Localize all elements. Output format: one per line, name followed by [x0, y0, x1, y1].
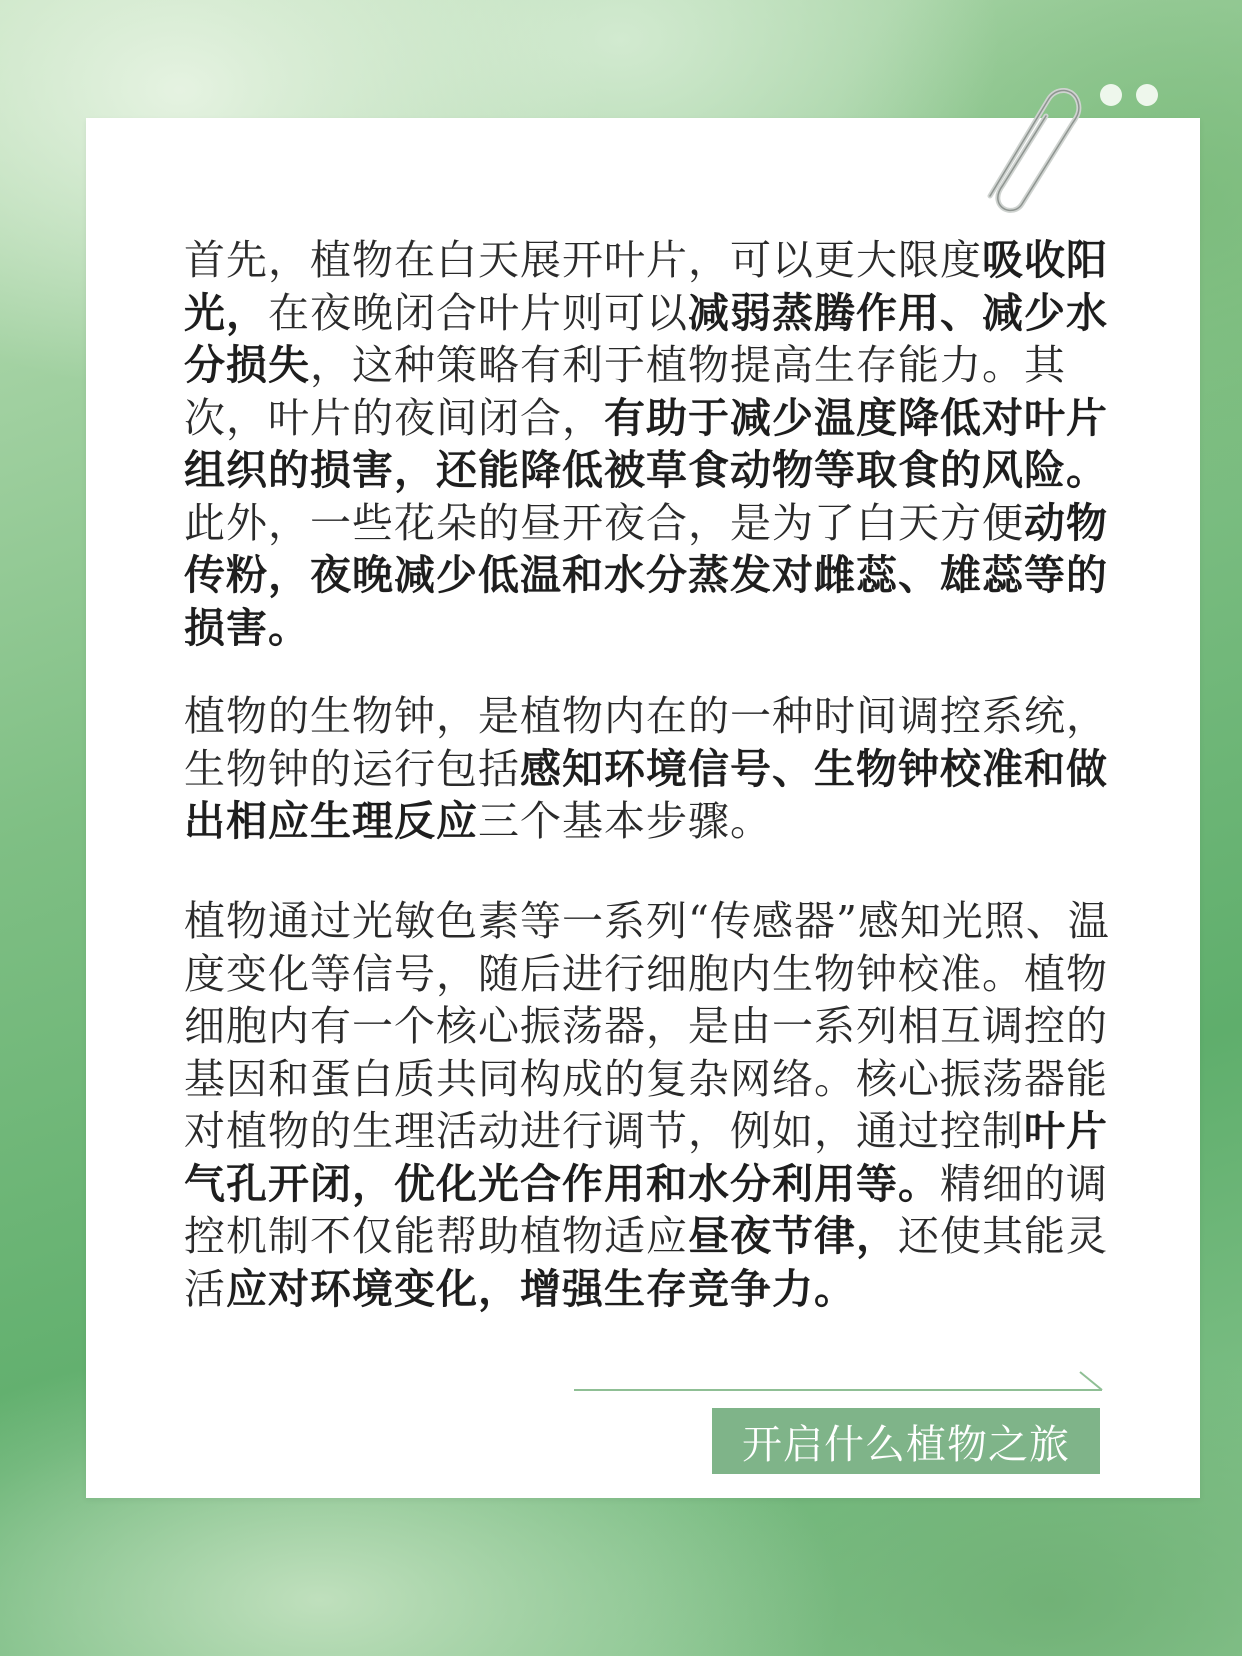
emphasis-text: 有助于减少温度降低对叶片组织的损害，还能降低被草食动物等取食的风险。	[184, 393, 1108, 494]
paragraph-1	[184, 234, 1114, 654]
emphasis-text: 感知环境信号、生物钟校准和做出相应生理反应	[184, 744, 1108, 845]
body-text: 植物通过光敏色素等一系列“传感器”感知光照、温度变化等信号，随后进行细胞内生物钟校准。植物细胞内有一个核心振荡器，是由一系列相互调控的基因和蛋白质共同构成的复杂网络。核心振荡器能对植物的生理活动进行调节，例如，通过控制	[184, 897, 1110, 1155]
paragraph-2	[184, 690, 1114, 848]
dot	[1100, 84, 1122, 106]
emphasis-text: 吸收阳光，	[184, 236, 1108, 337]
decorative-dots-icon	[1100, 84, 1170, 108]
body-text: ，这种策略有利于植物提高生存能力。其次，叶片的夜间闭合，	[184, 341, 1066, 442]
emphasis-text: 应对环境变化，增强生存竞争力。	[226, 1264, 856, 1313]
series-badge: 开启什么植物之旅	[712, 1408, 1100, 1474]
body-text: 还使其能灵活	[184, 1212, 1108, 1313]
emphasis-text: 叶片气孔开闭，优化光合作用和水分利用等。	[184, 1107, 1108, 1208]
body-text: 在夜晚闭合叶片则可以	[268, 288, 688, 337]
body-text: 精细的调控机制不仅能帮助植物适应	[184, 1159, 1108, 1260]
body-text: 此外，一些花朵的昼开夜合，是为了白天方便	[184, 498, 1024, 547]
dot	[1136, 84, 1158, 106]
body-text: 首先，植物在白天展开叶片，可以更大限度	[184, 236, 982, 284]
emphasis-text: 昼夜节律，	[688, 1212, 898, 1260]
body-text: 三个基本步骤。	[478, 797, 772, 845]
body-text: 植物的生物钟，是植物内在的一种时间调控系统，生物钟的运行包括	[184, 692, 1108, 793]
paperclip-icon	[970, 78, 1090, 218]
emphasis-text: 动物传粉，夜晚减少低温和水分蒸发对雌蕊、雄蕊等的损害。	[184, 498, 1108, 652]
arrow-line-icon	[574, 1370, 1104, 1394]
paragraph-3	[184, 895, 1114, 1315]
emphasis-text: 减弱蒸腾作用、减少水分损失	[184, 288, 1108, 389]
